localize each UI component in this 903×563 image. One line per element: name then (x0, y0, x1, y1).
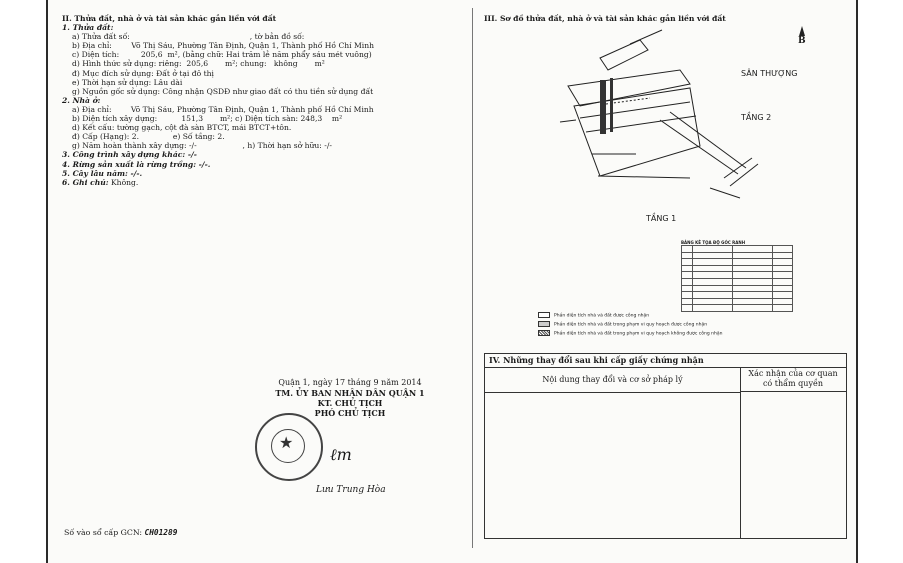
land-area: c) Diện tích: 205,6 m², (bằng chữ: Hai trăm lẻ năm phẩy sáu mét vuông) (72, 50, 372, 60)
floor1-label: TẦNG 1 (646, 214, 677, 223)
section3-title: III. Sơ đồ thửa đất, nhà ở và tài sản khác gắn liền với đất (484, 14, 726, 23)
signer-kt: KT. CHỦ TỊCH (317, 398, 383, 408)
land-purpose: đ) Mục đích sử dụng: Đất ở tại đô thị (72, 68, 214, 78)
house-area: b) Diện tích xây dựng: 151,3 m²; c) Diện tích sàn: 248,3 m² (72, 114, 343, 124)
changes-col-content: Nội dung thay đổi và cơ sở pháp lý (485, 367, 741, 393)
floor-plan-diagram (540, 28, 790, 233)
handwritten-signature: ℓm (330, 445, 352, 464)
house-structure: d) Kết cấu: tường gạch, cột đà sàn BTCT, mái BTCT+tôn. (72, 123, 292, 133)
signer-name: Lưu Trung Hòa (316, 485, 386, 495)
changes-table-title: IV. Những thay đổi sau khi cấp giấy chứng nhận (485, 354, 846, 368)
perennial-trees: 5. Cây lâu năm: -/-. (62, 168, 143, 178)
house-completion: g) Năm hoàn thành xây dựng: -/- , h) Thời hạn sở hữu: -/- (72, 141, 332, 151)
section2-title: II. Thửa đất, nhà ở và tài sản khác gắn liền với đất (62, 14, 277, 23)
page-divider (472, 8, 473, 548)
house-grade: đ) Cấp (Hạng): 2. e) Số tầng: 2. (72, 132, 225, 142)
notes: 6. Ghi chú: Không. (62, 177, 139, 187)
roof-label: SÂN THƯỢNG (741, 69, 798, 78)
land-heading: 1. Thửa đất: (62, 23, 114, 33)
legend-item: Phần diện tích nhà và đất trong phạm vi quy hoạch được công nhận (538, 321, 707, 328)
issue-date: Quận 1, ngày 17 tháng 9 năm 2014 (278, 378, 422, 387)
official-seal: ★ (255, 413, 323, 481)
issuing-org: TM. ỦY BAN NHÂN DÂN QUẬN 1 (275, 388, 425, 398)
legend-item: Phần diện tích nhà và đất được công nhận (538, 312, 649, 319)
land-origin: g) Nguồn gốc sử dụng: Công nhận QSDĐ như giao đất có thu tiền sử dụng đất (72, 86, 374, 96)
production-forest: 4. Rừng sản xuất là rừng trồng: -/-. (62, 159, 211, 169)
left-page (62, 14, 462, 187)
signer-role: PHÓ CHỦ TỊCH (314, 408, 386, 418)
serial-number: Số vào sổ cấp GCN: CH01289 (64, 528, 178, 537)
north-arrow-icon: B (798, 26, 806, 46)
legend-item: Phần diện tích nhà và đất trong phạm vi quy hoạch không được công nhận (538, 330, 722, 337)
changes-col-confirm: Xác nhận của cơ quan có thẩm quyền (740, 367, 846, 392)
changes-table (484, 353, 847, 539)
land-usage-form: d) Hình thức sử dụng: riêng: 205,6 m²; chung: không m² (72, 59, 325, 69)
coord-title: BẢNG KÊ TỌA ĐỘ GÓC RANH (681, 240, 746, 245)
other-construction: 3. Công trình xây dựng khác: -/- (62, 150, 197, 160)
signature-block (240, 378, 460, 418)
floor2-label: TẦNG 2 (741, 113, 772, 122)
land-address: b) Địa chỉ: Võ Thị Sáu, Phường Tân Định, Quận 1, Thành phố Hồ Chí Minh (72, 41, 374, 51)
house-heading: 2. Nhà ở: (62, 95, 101, 105)
right-page (484, 14, 848, 23)
land-parcel-number: a) Thửa đất số: , tờ bản đồ số: (72, 32, 305, 42)
house-address: a) Địa chỉ: Võ Thị Sáu, Phường Tân Định, Quận 1, Thành phố Hồ Chí Minh (72, 104, 374, 114)
land-term: e) Thời hạn sử dụng: Lâu dài (72, 77, 183, 87)
coordinate-table (681, 240, 793, 312)
